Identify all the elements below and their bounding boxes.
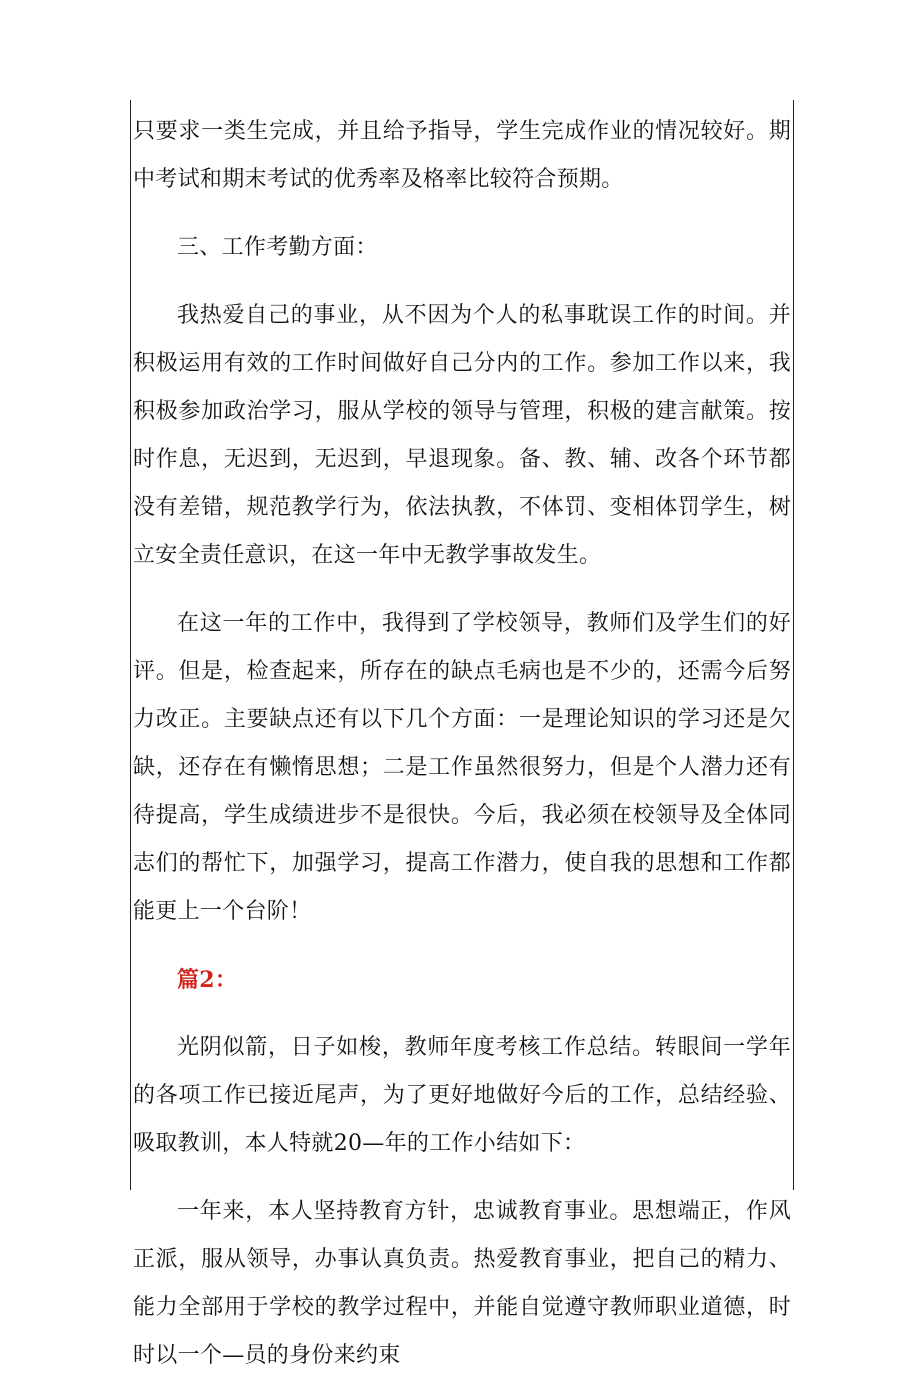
paragraph-attendance: 我热爱自己的事业，从不因为个人的私事耽误工作的时间。并积极运用有效的工作时间做好自己分内的工作。参加工作以来，我积极参加政治学习，服从学校的领导与管理，积极的建言献策。按时作息，无迟到，无迟到，早退现象。备、教、辅、改各个环节都没有差错，规范教学行为，依法执教，不体罚、变相体罚学生，树立安全责任意识，在这一年中无教学事故发生。 <box>133 303 791 568</box>
section-heading-attendance: 三、工作考勤方面： <box>177 235 378 260</box>
paragraph-intro-2: 光阴似箭，日子如梭，教师年度考核工作总结。转眼间一学年的各项工作已接近尾声，为了更好地做好今后的工作，总结经验、吸取教训，本人特就20—年的工作小结如下： <box>133 1035 791 1156</box>
paragraph-shortcomings: 在这一年的工作中，我得到了学校领导，教师们及学生们的好评。但是，检查起来，所存在的缺点毛病也是不少的，还需今后努力改正。主要缺点还有以下几个方面：一是理论知识的学习还是欠缺，还存在有懒惰思想；二是工作虽然很努力，但是个人潜力还有待提高，学生成绩进步不是很快。今后，我必须在校领导及全体同志们的帮忙下，加强学习，提高工作潜力，使自我的思想和工作都能更上一个台阶！ <box>133 611 791 924</box>
paragraph-continuation: 只要求一类生完成，并且给予指导，学生完成作业的情况较好。期中考试和期末考试的优秀率及格率比较符合预期。 <box>133 119 791 192</box>
paragraph-year-summary: 一年来，本人坚持教育方针，忠诚教育事业。思想端正，作风正派，服从领导，办事认真负责。热爱教育事业，把自己的精力、能力全部用于学校的教学过程中，并能自觉遵守教师职业道德，时时以一个—员的身份来约束 <box>133 1199 791 1368</box>
article-2-heading: 篇2： <box>177 967 238 993</box>
document-body <box>133 108 791 1380</box>
